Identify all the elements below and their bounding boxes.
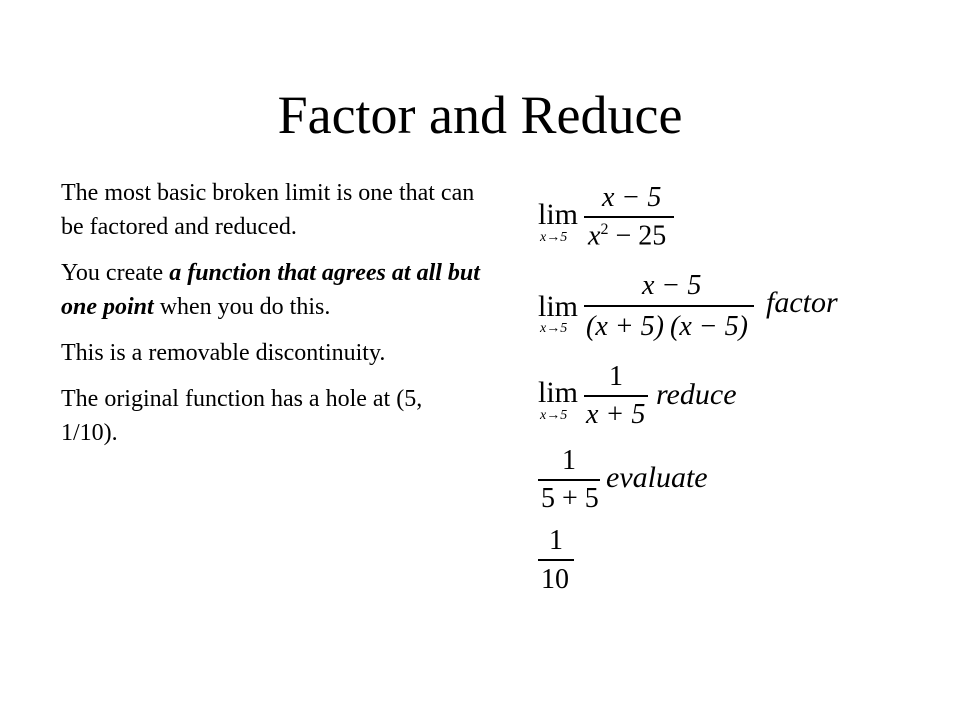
denominator-factor-b: (x − 5) bbox=[670, 311, 748, 342]
lim-symbol: lim bbox=[538, 376, 579, 409]
p2-text-end: when you do this. bbox=[153, 294, 331, 320]
numerator: 1 bbox=[609, 361, 623, 392]
fraction-bar bbox=[538, 479, 600, 481]
slide-title: Factor and Reduce bbox=[277, 85, 683, 145]
denominator: 5 + 5 bbox=[541, 483, 599, 514]
fraction-bar bbox=[584, 305, 754, 307]
denominator-base: x bbox=[588, 220, 601, 252]
denominator-factor-a: (x + 5) bbox=[586, 311, 664, 342]
lim-symbol: lim bbox=[538, 290, 579, 323]
denominator-exponent: 2 bbox=[600, 221, 609, 238]
p2-text-start: You create bbox=[61, 260, 170, 286]
paragraph-basic-limit: The most basic broken limit is one that can be factored and reduced. bbox=[61, 180, 475, 240]
paragraph-hole: The original function has a hole at (5, 1/10). bbox=[61, 386, 423, 446]
p2-emphasis: a function that agrees at all but one point bbox=[61, 260, 480, 320]
fraction-bar bbox=[538, 559, 574, 561]
lim-subscript: x→5 bbox=[540, 408, 568, 423]
denominator: x + 5 bbox=[586, 399, 646, 430]
annotation-reduce: reduce bbox=[656, 378, 737, 411]
paragraph-removable: This is a removable discontinuity. bbox=[61, 340, 386, 366]
annotation-evaluate: evaluate bbox=[606, 461, 708, 494]
denominator bbox=[588, 222, 666, 250]
fraction-bar bbox=[584, 216, 674, 218]
numerator: 1 bbox=[549, 525, 563, 556]
lim-symbol: lim bbox=[538, 198, 579, 231]
numerator: x − 5 bbox=[602, 182, 662, 213]
numerator: x − 5 bbox=[642, 270, 702, 301]
lim-subscript: x→5 bbox=[540, 321, 568, 336]
lim-subscript: x→5 bbox=[540, 230, 568, 245]
annotation-factor: factor bbox=[766, 286, 838, 319]
numerator: 1 bbox=[562, 445, 576, 476]
fraction-bar bbox=[584, 395, 648, 397]
denominator: 10 bbox=[541, 564, 569, 595]
denominator-rest: − 25 bbox=[608, 220, 667, 252]
